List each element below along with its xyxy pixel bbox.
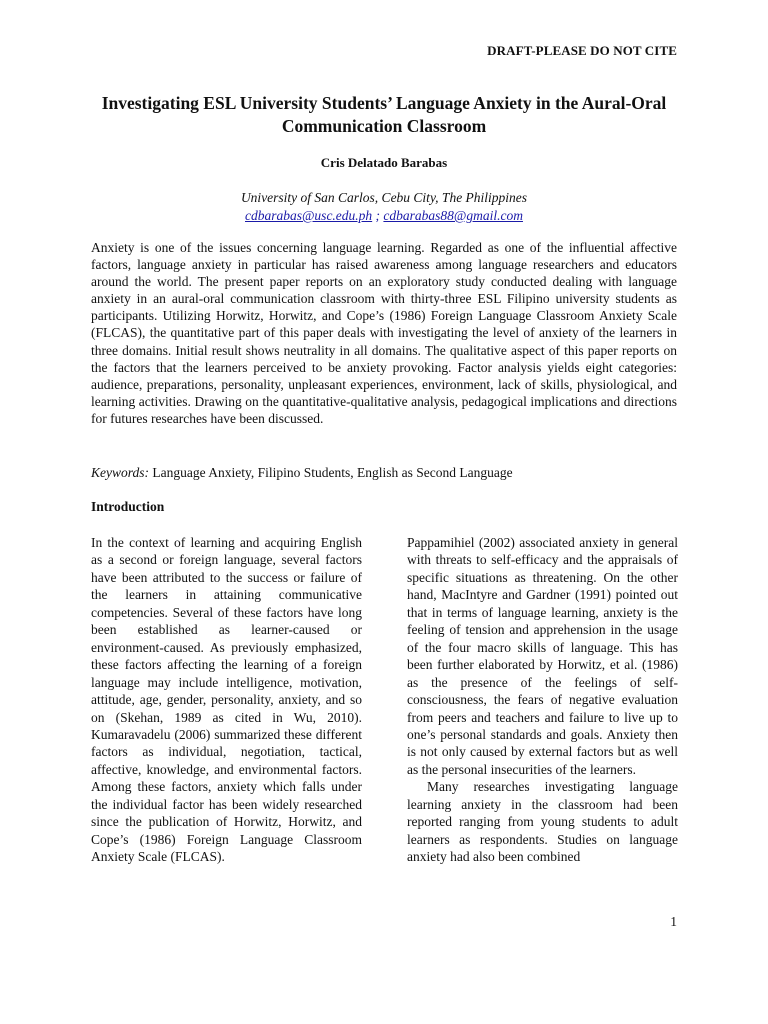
section-heading-introduction: Introduction [91, 499, 165, 514]
email-line [91, 207, 677, 225]
left-column [91, 534, 362, 866]
abstract: Anxiety is one of the issues concerning language learning. Regarded as one of the influential affective factors, language anxiety in particular has raised awareness among language researchers and educators around the world. The present paper reports on an exploratory study conducted dealing with language anxiety in an aural-oral communication classroom with thirty-three ESL Filipino university students as participants. Utilizing Horwitz, Horwitz, and Cope’s (1986) Foreign Language Classroom Anxiety Scale (FLCAS), the quantitative part of this paper deals with investigating the level of anxiety of the learners in three domains. Initial result shows neutrality in all domains. The qualitative aspect of this paper reports on the factors that the learners perceived to be anxiety provoking. Factor analysis yields eight categories: audience, preparations, personality, unpleasant experiences, environment, lack of skills, physiological, and learning activities. Drawing on the quantitative-qualitative analysis, pedagogical implications and directions for futures researches have been discussed. [91, 240, 677, 426]
right-column-paragraph-1: Pappamihiel (2002) associated anxiety in general with threats to self-efficacy and the appraisals of specific situations as threatening. On the other hand, MacIntyre and Gardner (1991) pointed out that in terms of language learning, anxiety is the feeling of tension and apprehension in the usage of the four macro skills of language. This has been further elaborated by Horwitz, et al. (1986) as the presence of the feelings of self-consciousness, the fears of negative evaluation from peers and teachers and failure to live up to one’s personal standards and goals. Anxiety then is not only caused by external factors but as well as the personal insecurities of the learners. [407, 535, 678, 777]
left-column-paragraph-1: In the context of learning and acquiring English as a second or foreign language, several factors have been attributed to the success or failure of the learners in attaining communicative competencies. Several of these factors have long been established as learner-caused or environment-caused. As previously emphasized, these factors affecting the learning of a foreign language may include intelligence, motivation, attitude, age, gender, personality, anxiety, and so on (Skehan, 1989 as cited in Wu, 2010). Kumaravadelu (2006) summarized these different factors as individual, negotiation, tactical, affective, knowledge, and environmental factors. Among these factors, anxiety which falls under the individual factor has been widely researched since the publication of Horwitz, Horwitz, and Cope’s (1986) Foreign Language Classroom Anxiety Scale (FLCAS). [91, 535, 362, 865]
draft-notice: DRAFT-PLEASE DO NOT CITE [487, 43, 677, 58]
author-affiliation-block [91, 189, 677, 225]
keywords-label: Keywords: [91, 465, 149, 480]
email-link-usc[interactable]: cdbarabas@usc.edu.ph [245, 208, 373, 223]
keywords-list: Language Anxiety, Filipino Students, English as Second Language [149, 465, 513, 480]
affiliation: University of San Carlos, Cebu City, The Philippines [240, 190, 528, 205]
email-link-gmail[interactable]: cdbarabas88@gmail.com [383, 208, 523, 223]
keywords-line [91, 465, 677, 481]
email-separator: ; [372, 208, 384, 223]
right-column-paragraph-2: Many researches investigating language learning anxiety in the classroom had been reported ranging from young students to adult learners as respondents. Studies on language anxiety had also been combined [407, 779, 678, 865]
right-column [407, 534, 678, 866]
author-name: Cris Delatado Barabas [320, 155, 448, 170]
paper-title: Investigating ESL University Students’ Language Anxiety in the Aural-Oral Communication Classroom [101, 93, 667, 136]
page-number: 1 [670, 914, 677, 929]
